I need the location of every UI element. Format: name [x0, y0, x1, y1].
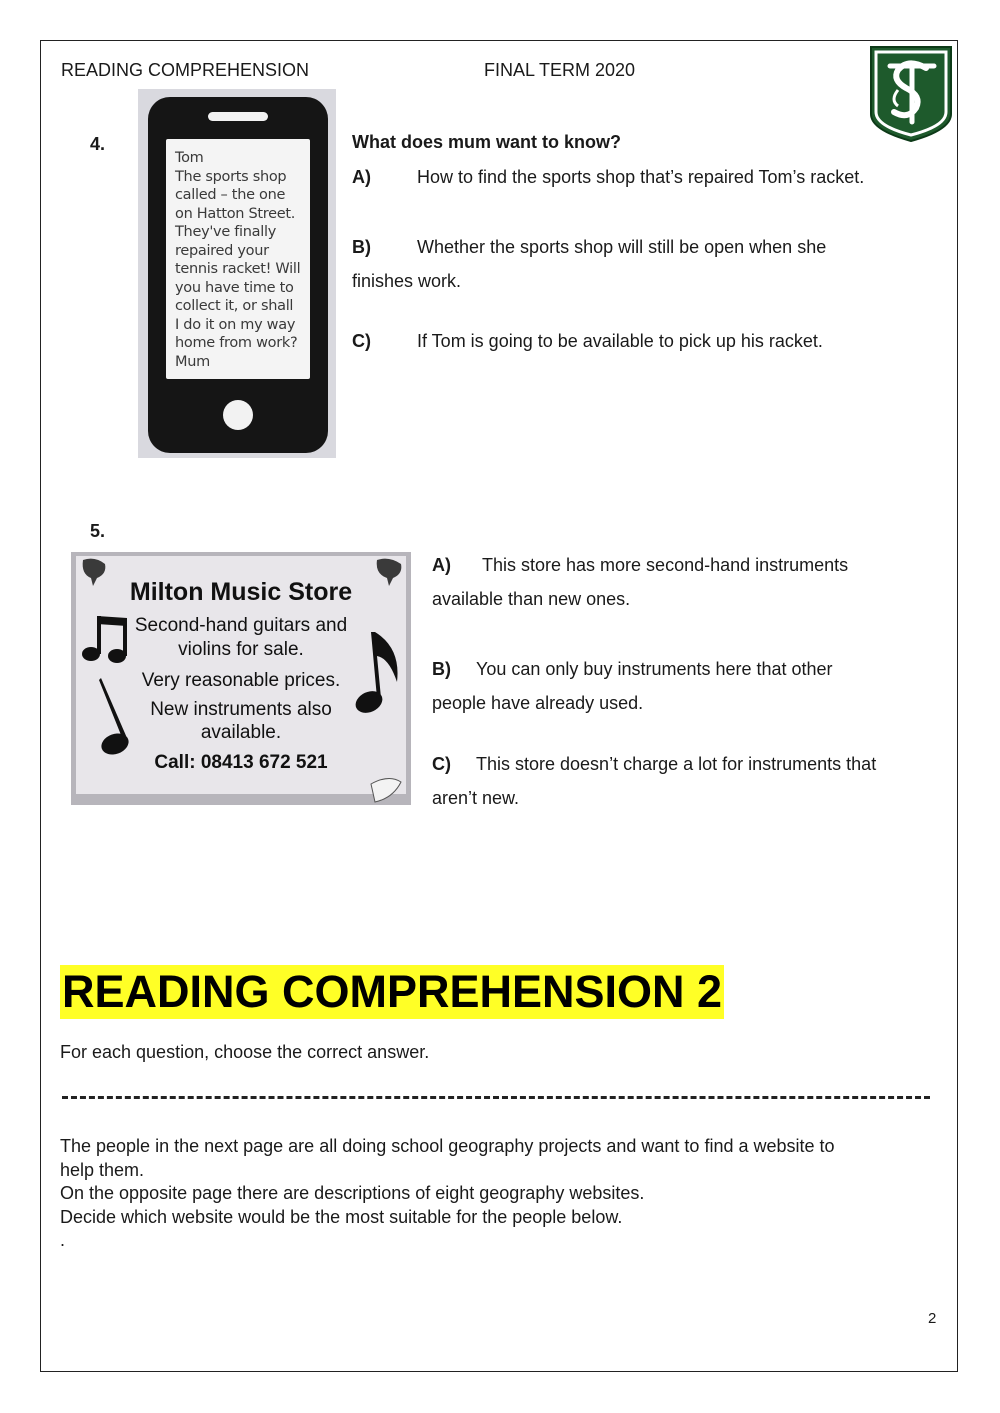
phone-message [175, 149, 305, 371]
option-letter: B) [352, 237, 371, 257]
message-line: collect it, or shall [175, 298, 294, 314]
q4-option-a[interactable] [352, 160, 865, 194]
option-text-continuation: finishes work. [352, 271, 462, 291]
message-line: I do it on my way [175, 316, 296, 333]
message-line: tennis racket! Will [175, 261, 301, 277]
option-text: How to find the sports shop that’s repaired Tom’s racket. [417, 167, 865, 187]
option-letter: A) [432, 555, 451, 575]
section-2-title: READING COMPREHENSION 2 [62, 966, 723, 1017]
q4-option-b[interactable] [352, 230, 932, 298]
message-line: on Hatton Street. [175, 205, 296, 222]
paragraph-line: The people in the next page are all doing school geography projects and want to find a website to [60, 1136, 835, 1156]
q5-option-b[interactable] [432, 652, 952, 720]
header-left-title: READING COMPREHENSION [61, 60, 310, 80]
message-line: called – the one [175, 187, 286, 203]
message-line: repaired your [175, 242, 269, 259]
ad-line: Second-hand guitars and [134, 615, 348, 636]
ad-line: available. [200, 722, 282, 743]
message-line: you have time to [175, 279, 294, 296]
phone-icon [148, 97, 328, 453]
ad-line: New instruments also [150, 699, 332, 720]
message-line: Tom [175, 150, 204, 166]
message-line: They've finally [175, 224, 276, 240]
section-2-paragraph [60, 1135, 940, 1253]
music-store-ad-image [71, 552, 411, 805]
ad-title: Milton Music Store [129, 578, 353, 606]
ad-line: violins for sale. [178, 639, 304, 660]
option-text: This store has more second-hand instruments [482, 555, 849, 575]
message-line: Mum [175, 353, 210, 370]
option-text: If Tom is going to be available to pick up his racket. [417, 331, 823, 351]
paragraph-line: Decide which website would be the most suitable for the people below. [60, 1206, 623, 1227]
dashed-divider [62, 1096, 930, 1099]
message-line: The sports shop [175, 168, 287, 185]
question-4-number: 4. [90, 134, 106, 154]
option-letter: C) [432, 754, 451, 774]
paragraph-line: . [60, 1230, 66, 1250]
option-text: You can only buy instruments here that other [476, 659, 833, 679]
paragraph-line: On the opposite page there are descriptions of eight geography websites. [60, 1183, 645, 1203]
phone-speaker [208, 112, 268, 121]
phone-home-button [223, 400, 253, 430]
option-text-continuation: available than new ones. [432, 589, 631, 609]
section-2-instruction: For each question, choose the correct answer. [60, 1042, 430, 1062]
ad-phone-number: Call: 08413 672 521 [154, 752, 328, 773]
option-text: This store doesn’t charge a lot for instruments that [476, 754, 877, 774]
phone-screen [166, 139, 310, 379]
school-crest-logo-icon [868, 44, 954, 144]
option-letter: A) [352, 167, 371, 187]
ad-line: Very reasonable prices. [141, 670, 341, 691]
question-4-prompt: What does mum want to know? [352, 132, 621, 152]
q5-option-a[interactable] [432, 548, 952, 616]
option-letter: C) [352, 331, 371, 351]
q5-option-c[interactable] [432, 747, 952, 815]
option-text: Whether the sports shop will still be open when she [417, 237, 827, 257]
page-curl-icon [371, 778, 401, 802]
q4-option-c[interactable] [352, 324, 823, 358]
paragraph-line: help them. [60, 1159, 145, 1180]
message-line: home from work? [175, 335, 298, 351]
page-number: 2 [928, 1310, 937, 1327]
question-5-number: 5. [90, 521, 106, 541]
option-text-continuation: aren’t new. [432, 788, 520, 808]
option-text-continuation: people have already used. [432, 693, 644, 713]
phone-message-image [138, 89, 336, 458]
option-letter: B) [432, 659, 451, 679]
header-center-title: FINAL TERM 2020 [484, 60, 636, 80]
